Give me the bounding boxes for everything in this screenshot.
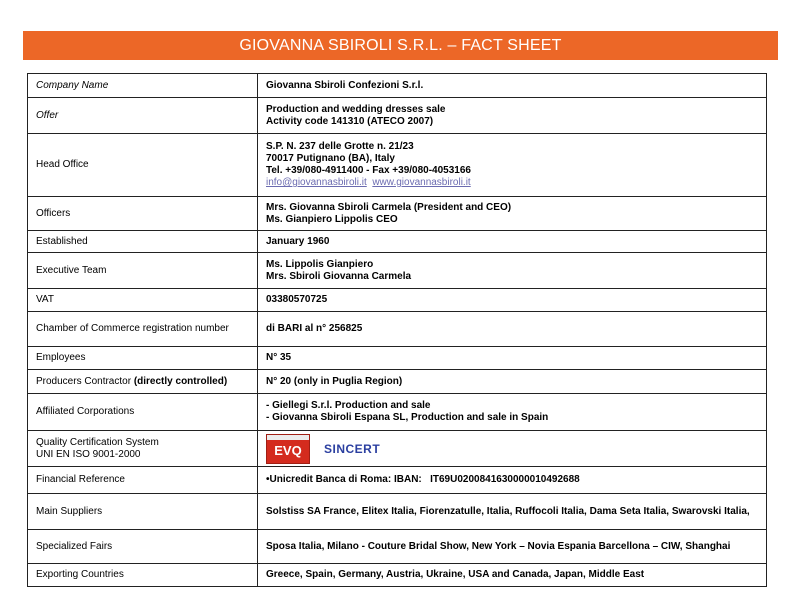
website-link[interactable]: www.giovannasbiroli.it <box>372 177 471 188</box>
row-label: VAT <box>28 289 258 312</box>
table-row <box>28 253 767 289</box>
bank-name: •Unicredit Banca di Roma: <box>266 474 392 485</box>
phone-line: Tel. +39/080-4911400 - Fax +39/080-4053166 <box>266 165 471 176</box>
table-row <box>28 564 767 587</box>
fair-list: Milano - Couture Bridal Show, New York – Novia Espania Barcellona – CIW, Shanghai <box>324 540 731 552</box>
row-label: Affiliated Corporations <box>28 394 258 431</box>
team-line: Ms. Lippolis Gianpiero <box>266 258 374 270</box>
quality-label: Quality Certification System <box>36 436 159 448</box>
row-label: Officers <box>28 197 258 231</box>
fair-highlight: Sposa Italia, <box>266 540 325 552</box>
row-value: N° 35 <box>258 347 767 370</box>
table-row <box>28 289 767 312</box>
address-line: S.P. N. 237 delle Grotte n. 21/23 <box>266 141 414 152</box>
affiliate-name: - Giovanna Sbiroli Espana SL, <box>266 412 409 423</box>
table-row <box>28 197 767 231</box>
row-value: Giovanna Sbiroli Confezioni S.r.l. <box>258 74 767 98</box>
row-label: Executive Team <box>28 253 258 289</box>
row-value: di BARI al n° 256825 <box>258 312 767 347</box>
row-value: Solstiss SA France, Elitex Italia, Fiorenzatulle, Italia, Ruffocoli Italia, Dama Seta Italia, Swarovski Italia, <box>258 494 767 530</box>
table-row <box>28 98 767 134</box>
table-row <box>28 231 767 253</box>
row-value <box>258 98 767 134</box>
table-row <box>28 431 767 467</box>
row-label: Established <box>28 231 258 253</box>
row-value <box>258 134 767 197</box>
table-row <box>28 394 767 431</box>
iban-value: IT69U0200841630000010492688 <box>430 474 580 485</box>
row-label: Company Name <box>28 74 258 98</box>
fact-sheet-table <box>27 73 767 587</box>
table-row <box>28 74 767 98</box>
quality-standard: UNI EN ISO 9001-2000 <box>36 448 141 460</box>
row-label: Employees <box>28 347 258 370</box>
table-row <box>28 530 767 564</box>
row-value <box>258 394 767 431</box>
row-label: Financial Reference <box>28 467 258 494</box>
offer-line: Production and wedding dresses sale <box>266 103 446 115</box>
address-line: 70017 Putignano (BA), Italy <box>266 153 395 164</box>
row-value: Greece, Spain, Germany, Austria, Ukraine, USA and Canada, Japan, Middle East <box>258 564 767 587</box>
officer-line: Ms. Gianpiero Lippolis CEO <box>266 213 398 225</box>
table-row <box>28 467 767 494</box>
row-label <box>28 431 258 467</box>
team-line: Mrs. Sbiroli Giovanna Carmela <box>266 270 412 282</box>
table-row <box>28 347 767 370</box>
row-label <box>28 370 258 394</box>
row-value <box>258 467 767 494</box>
sincert-logo: SINCERT <box>324 441 381 456</box>
table-row <box>28 370 767 394</box>
row-value: 03380570725 <box>258 289 767 312</box>
affiliate-name: - Giellegi S.r.l. <box>266 400 333 411</box>
row-label: Main Suppliers <box>28 494 258 530</box>
affiliate-activity: Production and sale in Spain <box>411 412 549 423</box>
iban-label: IBAN: <box>393 474 422 485</box>
row-label: Head Office <box>28 134 258 197</box>
row-value <box>258 253 767 289</box>
page-title: GIOVANNA SBIROLI S.R.L. – FACT SHEET <box>23 31 778 60</box>
email-link[interactable]: info@giovannasbiroli.it <box>266 177 367 188</box>
table-row <box>28 134 767 197</box>
row-value: N° 20 (only in Puglia Region) <box>258 370 767 394</box>
row-label: Chamber of Commerce registration number <box>28 312 258 347</box>
producers-label: Producers Contractor <box>36 375 132 387</box>
row-label: Offer <box>28 98 258 134</box>
table-row <box>28 312 767 347</box>
row-value: January 1960 <box>258 231 767 253</box>
affiliate-activity: Production and sale <box>334 400 431 411</box>
evq-certification-logo: EVQ <box>266 434 310 464</box>
officer-line: Mrs. Giovanna Sbiroli Carmela (President and CEO) <box>266 201 512 213</box>
producers-label-bold: (directly controlled) <box>133 375 228 387</box>
row-value <box>258 197 767 231</box>
row-label: Specialized Fairs <box>28 530 258 564</box>
row-value <box>258 530 767 564</box>
offer-line: Activity code 141310 (ATECO 2007) <box>266 115 434 127</box>
table-row <box>28 494 767 530</box>
row-value <box>258 431 767 467</box>
row-label: Exporting Countries <box>28 564 258 587</box>
